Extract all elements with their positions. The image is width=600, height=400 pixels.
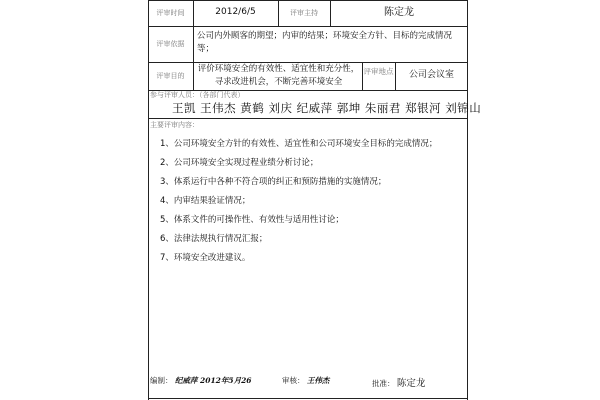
compiled-signature: 纪威萍 2012年5月26	[174, 376, 252, 385]
list-item: 2、公司环境安全实现过程业绩分析讨论；	[160, 158, 319, 168]
list-item: 5、体系文件的可操作性、有效性与适用性讨论；	[160, 215, 344, 225]
reviewed-signature: 王伟杰	[306, 376, 330, 385]
approved-label: 批准：	[372, 379, 395, 388]
table-border-bottom	[148, 398, 468, 399]
participants-label: 参与评审人员：（各部门代表）	[150, 91, 245, 99]
host-value: 陈定龙	[384, 7, 414, 18]
participants-names: 王凯 王伟杰 黄鹤 刘庆 纪威萍 郭坤 朱丽君 郑银河 刘锦山	[172, 101, 482, 115]
table-border-top	[148, 0, 468, 1]
compiled-label: 编制：	[150, 376, 173, 385]
basis-value: 公司内外顾客的期望；内审的结果；环境安全方针、目标的完成情况等；	[197, 31, 453, 54]
list-item: 4、内审结果验证情况；	[160, 196, 251, 206]
basis-label: 评审依据	[156, 40, 185, 48]
content-label: 主要评审内容：	[150, 121, 199, 129]
date-value: 2012/6/5	[215, 7, 256, 17]
list-item: 1、公司环境安全方针的有效性、适宜性和公司环境安全目标的完成情况；	[160, 139, 438, 149]
host-label: 评审主持	[290, 9, 318, 17]
location-value: 公司会议室	[408, 70, 454, 80]
purpose-label: 评审目的	[156, 72, 185, 80]
table-row-divider	[148, 118, 468, 119]
list-item: 3、体系运行中各种不符合项的纠正和预防措施的实施情况；	[160, 177, 387, 187]
reviewed-label: 审核：	[282, 376, 305, 385]
list-item: 7、环境安全改进建议。	[160, 253, 251, 263]
reviewed-by	[282, 375, 329, 386]
list-item: 6、法律法规执行情况汇报；	[160, 234, 268, 244]
purpose-value: 评价环境安全的有效性、适宜性和充分性，寻求改进机会，不断完善环境安全	[197, 64, 360, 87]
compiled-by	[150, 375, 252, 386]
location-label: 评审地点	[363, 67, 394, 76]
review-items-list	[160, 138, 460, 271]
date-label: 评审时间	[156, 9, 185, 17]
approved-value: 陈定龙	[396, 378, 426, 389]
table-row-divider	[148, 26, 468, 27]
approved-by	[372, 375, 425, 389]
